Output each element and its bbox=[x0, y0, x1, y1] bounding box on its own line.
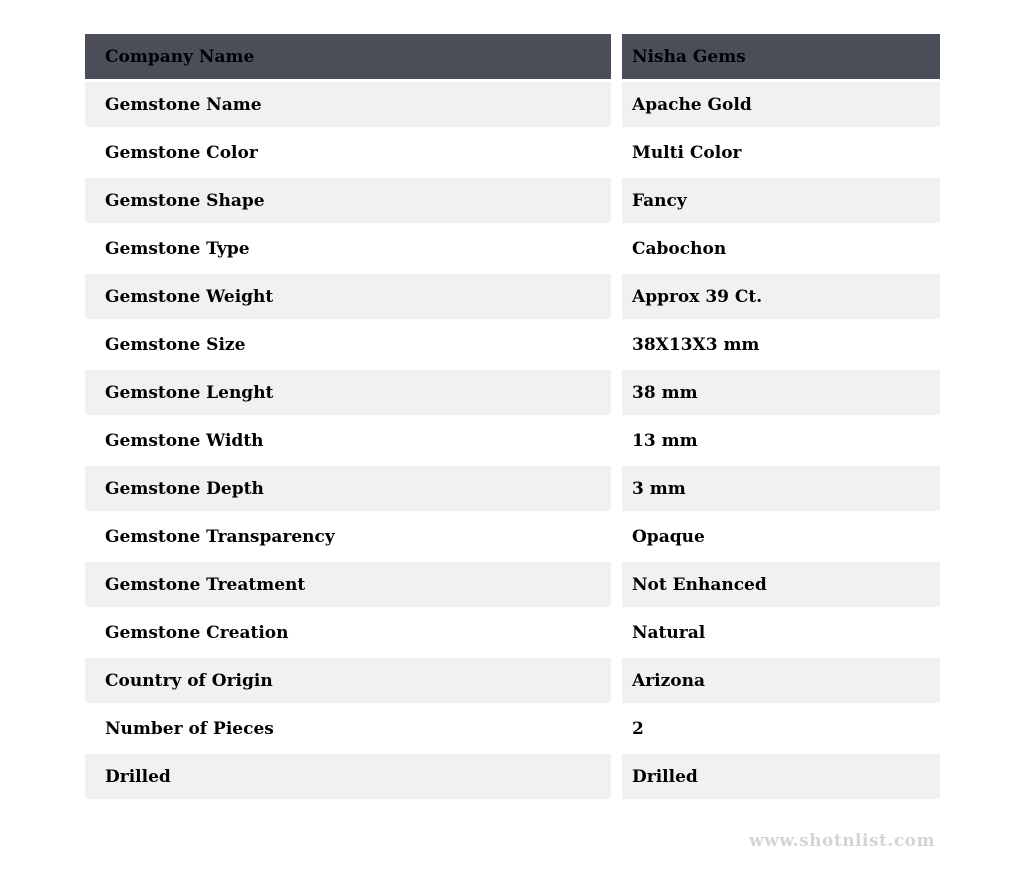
spec-row-value: Not Enhanced bbox=[622, 562, 940, 607]
spec-row-label: Country of Origin bbox=[85, 658, 611, 703]
spec-row-value: Drilled bbox=[622, 754, 940, 799]
spec-row-value: 3 mm bbox=[622, 466, 940, 511]
spec-row-label: Gemstone Weight bbox=[85, 274, 611, 319]
spec-row-label: Gemstone Creation bbox=[85, 610, 611, 655]
spec-row-value: Multi Color bbox=[622, 130, 940, 175]
spec-row-label: Gemstone Transparency bbox=[85, 514, 611, 559]
spec-row-label: Gemstone Width bbox=[85, 418, 611, 463]
spec-row-value: 38 mm bbox=[622, 370, 940, 415]
spec-row-value: 38X13X3 mm bbox=[622, 322, 940, 367]
spec-row-value: 2 bbox=[622, 706, 940, 751]
spec-row-value: 13 mm bbox=[622, 418, 940, 463]
spec-row-label: Gemstone Depth bbox=[85, 466, 611, 511]
spec-row-value: Natural bbox=[622, 610, 940, 655]
spec-row-value: Apache Gold bbox=[622, 82, 940, 127]
spec-row-label: Gemstone Treatment bbox=[85, 562, 611, 607]
spec-row-value: Arizona bbox=[622, 658, 940, 703]
spec-row-label: Gemstone Name bbox=[85, 82, 611, 127]
spec-row-label: Gemstone Shape bbox=[85, 178, 611, 223]
gemstone-spec-table bbox=[85, 34, 940, 799]
spec-row-value: Opaque bbox=[622, 514, 940, 559]
spec-row-value: Cabochon bbox=[622, 226, 940, 271]
spec-row-value: Fancy bbox=[622, 178, 940, 223]
spec-row-label: Drilled bbox=[85, 754, 611, 799]
spec-row-label: Gemstone Type bbox=[85, 226, 611, 271]
spec-row-label: Gemstone Lenght bbox=[85, 370, 611, 415]
table-header-value: Nisha Gems bbox=[622, 34, 940, 79]
spec-row-label: Number of Pieces bbox=[85, 706, 611, 751]
spec-row-label: Gemstone Color bbox=[85, 130, 611, 175]
watermark-site-text: www.shotnlist.com bbox=[748, 831, 935, 851]
table-header-label: Company Name bbox=[85, 34, 611, 79]
spec-row-value: Approx 39 Ct. bbox=[622, 274, 940, 319]
spec-row-label: Gemstone Size bbox=[85, 322, 611, 367]
